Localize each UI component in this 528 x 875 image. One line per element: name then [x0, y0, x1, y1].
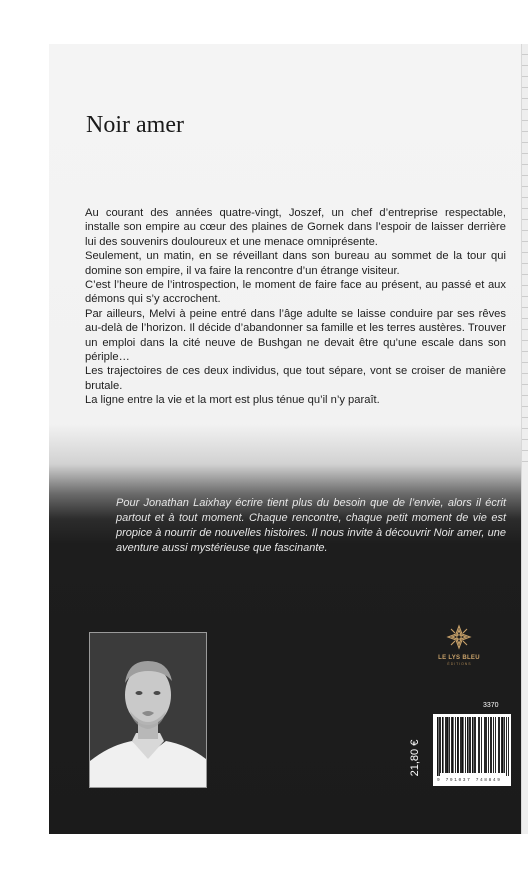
barcode-bar [490, 717, 491, 773]
barcode-bar [474, 717, 475, 773]
barcode-bar [506, 717, 507, 776]
barcode-bar [462, 717, 464, 773]
barcode-bar [446, 717, 447, 773]
price: 21,80 € [409, 739, 421, 777]
barcode-bar [437, 717, 439, 776]
barcode-bar [481, 717, 482, 773]
barcode-bar [491, 717, 492, 773]
barcode-bar [472, 717, 474, 773]
barcode-bar [484, 717, 485, 773]
synopsis-paragraph: La ligne entre la vie et la mort est plus ténue qu’il n’y paraît. [85, 394, 380, 407]
publisher-name: LE LYS BLEU [438, 655, 480, 661]
lily-flower-icon [446, 624, 472, 650]
barcode-bar [447, 717, 449, 773]
publisher-logo [438, 624, 480, 667]
barcode-bar [499, 717, 500, 773]
barcode-bar [478, 717, 479, 773]
barcode-bar [504, 717, 505, 773]
author-photo [89, 632, 207, 788]
barcode-bar [439, 717, 440, 776]
synopsis-paragraph: Par ailleurs, Melvi à peine entré dans l’âge adulte se laisse conduire par ses rêves au-delà de l’horizon. Il décide d’abandonner sa famille et les terres austères. Trouver un emploi dans la cité neuve de Bushgan ne devait être qu’une escale dans son périple… [85, 307, 506, 364]
barcode-bar [502, 717, 504, 773]
barcode-bar [469, 717, 470, 773]
barcode-bar [465, 717, 466, 773]
barcode-bar [460, 717, 461, 773]
synopsis-paragraph: Au courant des années quatre-vingt, Joszef, un chef d’entreprise respectable, installe son empire au cœur des plaines de Gornek dans l’espoir de laisser derrière lui des souvenirs douloureux et une menace omniprésente. [85, 207, 506, 248]
barcode-bar [488, 717, 489, 773]
synopsis [85, 206, 506, 408]
barcode-bar [498, 717, 499, 773]
barcode-bar [449, 717, 450, 773]
synopsis-paragraph: Les trajectoires de ces deux individus, que tout sépare, vont se croiser de manière brutale. [85, 365, 506, 392]
barcode [433, 714, 511, 786]
barcode-bar [470, 717, 471, 773]
barcode-bar [442, 717, 444, 773]
barcode-bar [495, 717, 496, 773]
back-cover [49, 44, 521, 834]
barcode-bar [455, 717, 456, 773]
author-note: Pour Jonathan Laixhay écrire tient plus du besoin que de l’envie, alors il écrit partout et à tout moment. Chaque rencontre, chaque petit moment de vie est propice à nourrir de nouvelles histoires. Il nous invite à découvrir Noir amer, une aventure aussi mystérieuse que fascinante. [116, 497, 506, 554]
barcode-bar [501, 717, 502, 773]
barcode-icon [433, 714, 511, 776]
barcode-bar [467, 717, 469, 773]
barcode-bar [452, 717, 454, 773]
barcode-bar [486, 717, 487, 773]
barcode-bar [475, 717, 476, 773]
barcode-bar [440, 717, 441, 773]
barcode-bar [479, 717, 480, 773]
barcode-bar [451, 717, 452, 773]
barcode-bar [508, 717, 509, 776]
barcode-bar [493, 717, 494, 773]
barcode-bar [461, 717, 462, 773]
barcode-bar [458, 717, 459, 773]
isbn-number: 9 791037 748849 [437, 778, 502, 783]
synopsis-paragraph: C’est l’heure de l’introspection, le moment de faire face au présent, au passé et aux démons qui s’y accrochent. [85, 279, 506, 306]
barcode-bar [445, 717, 446, 773]
book-title: Noir amer [86, 112, 184, 138]
author-portrait-image [90, 633, 206, 787]
product-code: 3370 [483, 702, 499, 709]
publisher-subtitle: É D I T I O N S [447, 662, 471, 666]
barcode-bar [485, 717, 486, 773]
synopsis-paragraph: Seulement, un matin, en se réveillant dans son bureau au sommet de la tour qui domine son empire, il va faire la rencontre d’un étrange visiteur. [85, 250, 506, 277]
page-edge-lines [522, 44, 528, 464]
